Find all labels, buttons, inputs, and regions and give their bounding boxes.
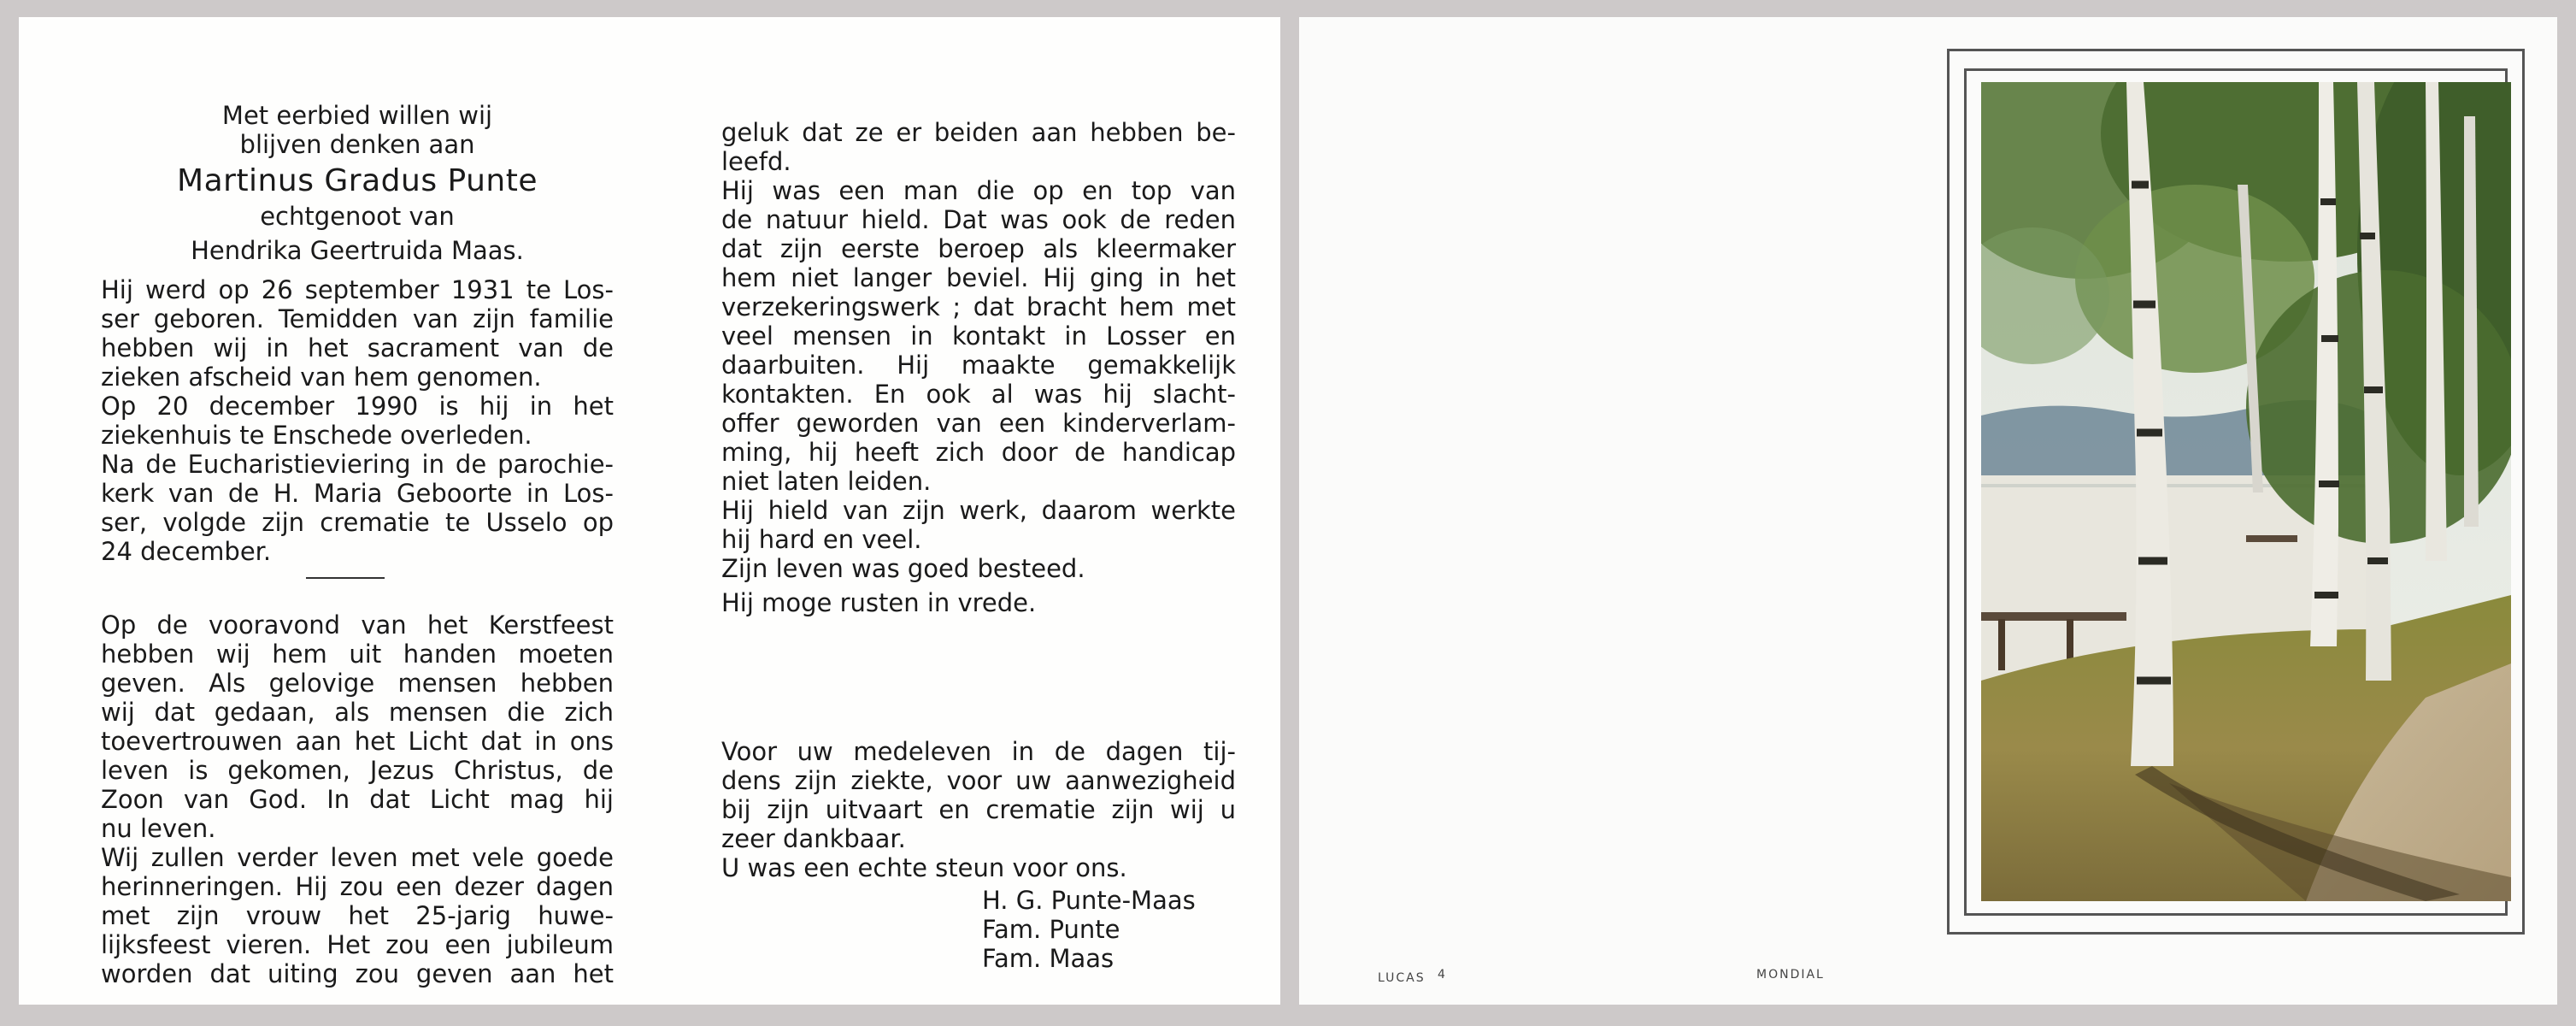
text-line: ziekenhuis te Enschede overleden.: [101, 421, 532, 450]
text-line: met zijn vrouw het 25-jarig huwe-: [101, 901, 614, 930]
text-line: niet laten leiden.: [721, 467, 932, 496]
text-line: Op de vooravond van het Kerstfeest: [101, 610, 614, 640]
text-line: bij zijn uitvaart en crematie zijn wij u: [721, 795, 1236, 824]
text-line: Zijn leven was goed besteed.: [721, 554, 1085, 583]
text-line: Op 20 december 1990 is hij in het: [101, 392, 614, 421]
paragraph-nature: [721, 176, 1236, 496]
text-line: lijksfeest vieren. Het zou een jubileum: [101, 930, 614, 959]
text-line: 24 december.: [101, 537, 272, 566]
text-line: worden dat uiting zou geven aan het: [101, 959, 614, 988]
paragraph-thanks: [721, 737, 1236, 882]
text-line: ser, volgde zijn crematie te Usselo op: [101, 508, 614, 537]
intro-line: blijven denken aan: [239, 130, 475, 159]
text-line: dat zijn eerste beroep als kleermaker: [721, 234, 1236, 263]
publisher-mark: MONDIAL: [1756, 968, 1825, 982]
paragraph-birth: [101, 275, 614, 392]
paragraph-work: [721, 496, 1236, 554]
text-line: kontakten. En ook al was hij slacht-: [721, 380, 1236, 409]
text-line: hebben wij hem uit handen moeten: [101, 640, 614, 669]
text-line: Wij zullen verder leven met vele goede: [101, 843, 614, 872]
signature-line: Fam. Maas: [982, 944, 1115, 973]
text-line: leven is gekomen, Jezus Christus, de: [101, 756, 614, 785]
text-line: Hij hield van zijn werk, daarom werkte: [721, 496, 1236, 525]
text-line: herinneringen. Hij zou een dezer dagen: [101, 872, 614, 901]
text-line: leefd.: [721, 147, 791, 176]
text-line: hebben wij in het sacrament van de: [101, 333, 614, 363]
text-line: ming, hij heeft zich door de handicap: [721, 438, 1236, 467]
text-line: de natuur hield. Dat was ook de reden: [721, 205, 1236, 234]
intro-line: Met eerbied willen wij: [221, 101, 493, 130]
text-column-left: [101, 101, 614, 988]
text-line: hij hard en veel.: [721, 525, 922, 554]
text-line: veel mensen in kontakt in Losser en: [721, 321, 1236, 351]
text-line: Hij moge rusten in vrede.: [721, 588, 1037, 617]
text-line: Na de Eucharistieviering in de parochie-: [101, 450, 614, 479]
text-line: Hij was een man die op en top van: [721, 176, 1236, 205]
text-line: hem niet langer beviel. Hij ging in het: [721, 263, 1236, 292]
text-line: dens zijn ziekte, voor uw aanwezigheid: [721, 766, 1236, 795]
text-line: nu leven.: [101, 814, 216, 843]
relation-line: echtgenoot van: [260, 202, 455, 231]
memorial-card-inner-page: [19, 17, 1280, 1005]
text-column-right: [721, 118, 1236, 973]
paragraph-christmas: [101, 610, 614, 843]
paragraph-memories: [101, 843, 614, 988]
paragraph-death: [101, 392, 614, 450]
text-line: zeer dankbaar.: [721, 824, 906, 853]
text-line: wij dat gedaan, als mensen die zich: [101, 698, 614, 727]
signature-line: Fam. Punte: [982, 915, 1120, 944]
spouse-name: Hendrika Geertruida Maas.: [191, 236, 524, 265]
section-divider: [306, 577, 385, 579]
printer-name: LUCAS: [1378, 971, 1426, 985]
text-line: geluk dat ze er beiden aan hebben be-: [721, 118, 1236, 147]
memorial-card-front-page: [1299, 17, 2557, 1005]
text-line: zieken afscheid van hem genomen.: [101, 363, 542, 392]
text-line: geven. Als gelovige mensen hebben: [101, 669, 614, 698]
deceased-name: Martinus Gradus Punte: [177, 163, 538, 198]
signature-line: H. G. Punte-Maas: [982, 886, 1196, 915]
paragraph-funeral: [101, 450, 614, 566]
text-line: toevertrouwen aan het Licht dat in ons: [101, 727, 614, 756]
text-line: Voor uw medeleven in de dagen tij-: [721, 737, 1236, 766]
text-line: U was een echte steun voor ons.: [721, 853, 1127, 882]
text-line: Hij werd op 26 september 1931 te Los-: [101, 275, 614, 304]
text-line: Zoon van God. In dat Licht mag hij: [101, 785, 614, 814]
signatures: [982, 886, 1236, 973]
card-number: 4: [1438, 968, 1447, 982]
text-line: daarbuiten. Hij maakte gemakkelijk: [721, 351, 1236, 380]
text-line: ser geboren. Temidden van zijn familie: [101, 304, 614, 333]
paragraph-happiness: [721, 118, 1236, 176]
text-line: verzekeringswerk ; dat bracht hem met: [721, 292, 1236, 321]
text-line: offer geworden van een kinderverlam-: [721, 409, 1236, 438]
birch-trees-lake-photo: [1981, 82, 2511, 901]
printer-mark: [1378, 968, 1447, 985]
text-line: kerk van de H. Maria Geboorte in Los-: [101, 479, 614, 508]
